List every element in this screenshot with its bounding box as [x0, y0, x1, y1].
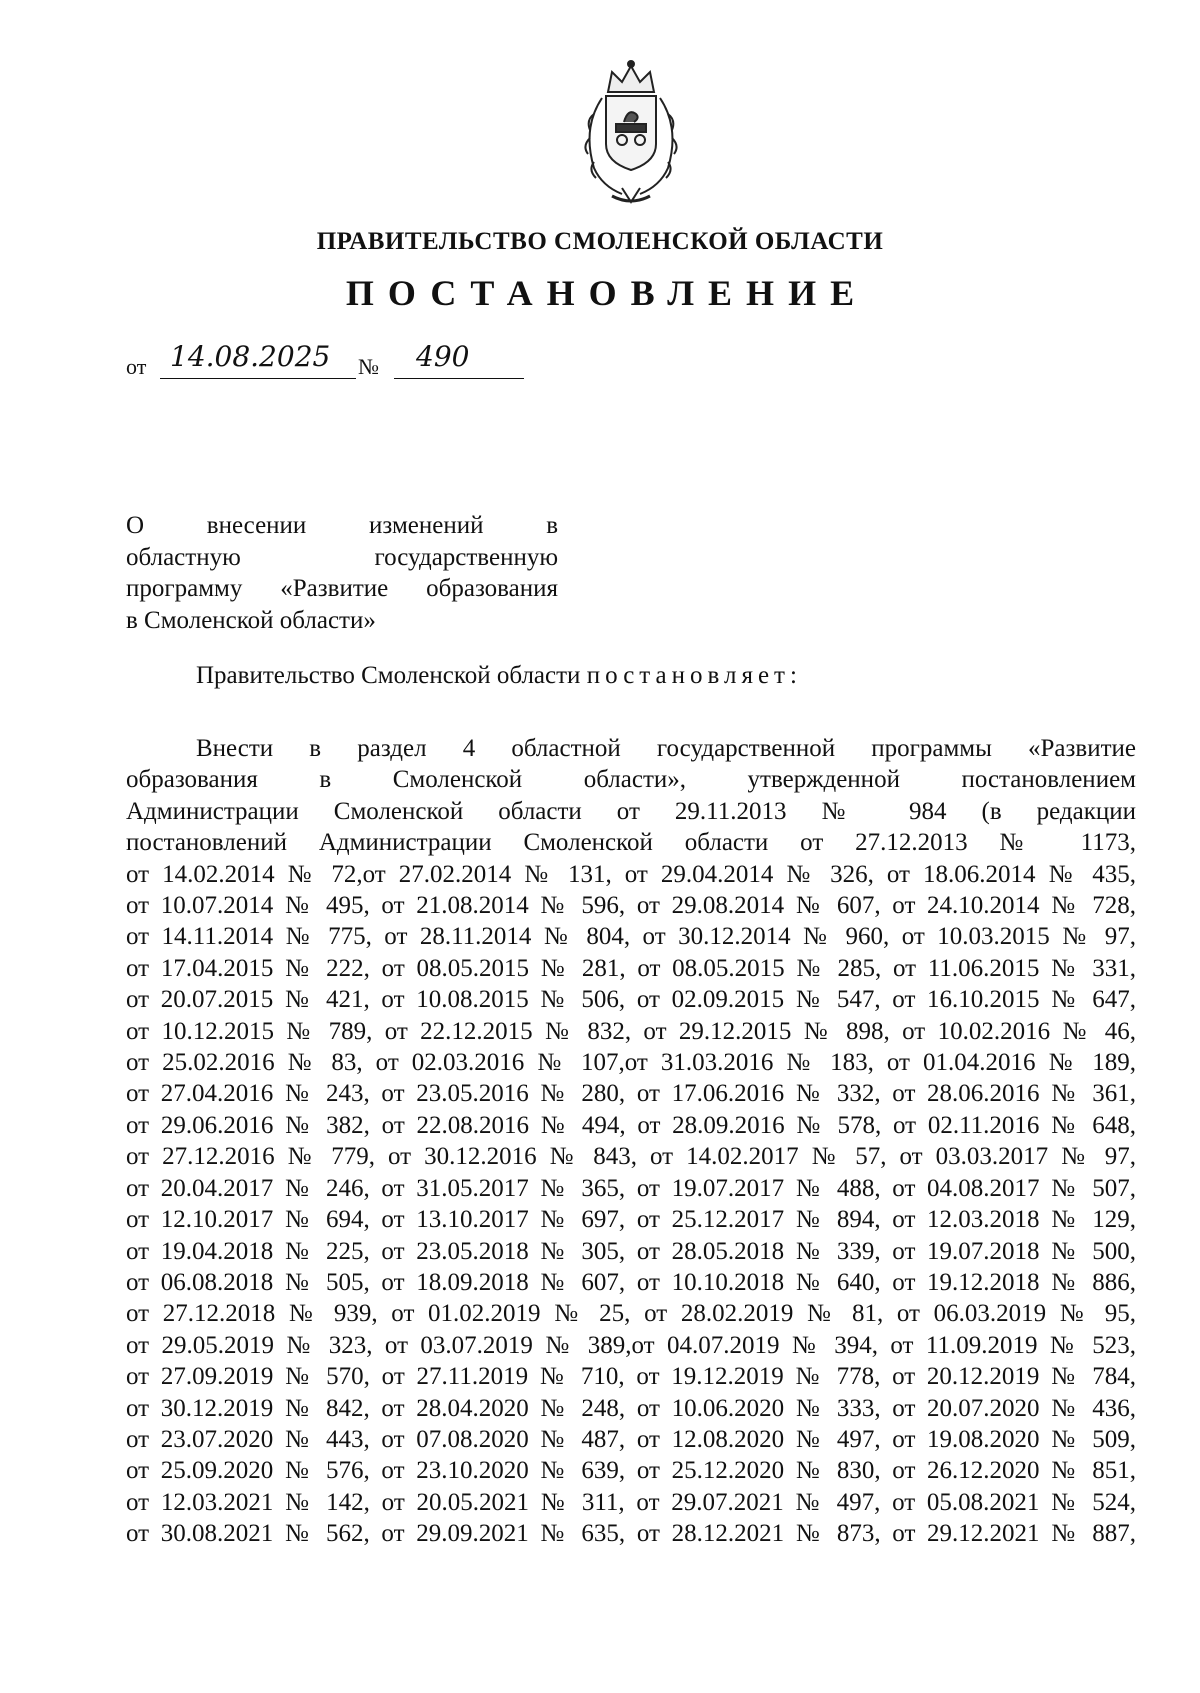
resolution-prefix: Правительство Смоленской области	[196, 662, 587, 689]
number-underline	[394, 378, 524, 379]
handwritten-number: 490	[416, 340, 470, 373]
date-from-label: от	[126, 354, 147, 379]
body-line: от 12.10.2017 № 694, от 13.10.2017 № 697, от 25.12.2017 № 894, от 12.03.2018 № 129,	[126, 1206, 1136, 1234]
body-line: от 20.04.2017 № 246, от 31.05.2017 № 365, от 19.07.2017 № 488, от 04.08.2017 № 507,	[126, 1174, 1136, 1202]
body-line: от 14.02.2014 № 72,от 27.02.2014 № 131, от 29.04.2014 № 326, от 18.06.2014 № 435,	[126, 860, 1136, 888]
resolution-spaced-word: постановляет:	[586, 662, 802, 689]
body-line: от 27.04.2016 № 243, от 23.05.2016 № 280, от 17.06.2016 № 332, от 28.06.2016 № 361,	[126, 1080, 1136, 1108]
body-paragraph	[126, 733, 1136, 1550]
subject-line: в Смоленской области»	[126, 606, 376, 634]
subject-line: областную государственную	[126, 543, 558, 571]
body-line: от 10.07.2014 № 495, от 21.08.2014 № 596, от 29.08.2014 № 607, от 24.10.2014 № 728,	[126, 892, 1136, 920]
body-line: от 25.02.2016 № 83, от 02.03.2016 № 107,от 31.03.2016 № 183, от 01.04.2016 № 189,	[126, 1049, 1136, 1077]
body-line: от 29.05.2019 № 323, от 03.07.2019 № 389,от 04.07.2019 № 394, от 11.09.2019 № 523,	[126, 1331, 1136, 1359]
number-label: №	[358, 354, 379, 379]
body-line: от 30.08.2021 № 562, от 29.09.2021 № 635, от 28.12.2021 № 873, от 29.12.2021 № 887,	[126, 1520, 1136, 1548]
body-line: от 14.11.2014 № 775, от 28.11.2014 № 804, от 30.12.2014 № 960, от 10.03.2015 № 97,	[126, 923, 1136, 951]
document-type-title: ПОСТАНОВЛЕНИЕ	[345, 273, 869, 313]
date-underline	[160, 378, 356, 379]
body-line: Внести в раздел 4 областной государственной программы «Развитие	[196, 735, 1136, 762]
body-line: от 10.12.2015 № 789, от 22.12.2015 № 832, от 29.12.2015 № 898, от 10.02.2016 № 46,	[126, 1017, 1136, 1045]
body-line: образования в Смоленской области», утвержденной постановлением	[126, 766, 1136, 794]
document-subject	[126, 510, 558, 636]
organization-name: ПРАВИТЕЛЬСТВО СМОЛЕНСКОЙ ОБЛАСТИ	[316, 228, 884, 255]
body-line: Администрации Смоленской области от 29.11.2013 № 984 (в редакции	[126, 797, 1136, 825]
body-line: от 25.09.2020 № 576, от 23.10.2020 № 639, от 25.12.2020 № 830, от 26.12.2020 № 851,	[126, 1457, 1136, 1485]
body-line: от 20.07.2015 № 421, от 10.08.2015 № 506, от 02.09.2015 № 547, от 16.10.2015 № 647,	[126, 986, 1136, 1014]
body-line: от 27.12.2016 № 779, от 30.12.2016 № 843, от 14.02.2017 № 57, от 03.03.2017 № 97,	[126, 1143, 1136, 1171]
body-line: от 29.06.2016 № 382, от 22.08.2016 № 494, от 28.09.2016 № 578, от 02.11.2016 № 648,	[126, 1111, 1136, 1139]
body-line: от 27.09.2019 № 570, от 27.11.2019 № 710, от 19.12.2019 № 778, от 20.12.2019 № 784,	[126, 1363, 1136, 1391]
handwritten-date: 14.08.2025	[170, 340, 331, 373]
body-line: постановлений Администрации Смоленской области от 27.12.2013 № 1173,	[126, 829, 1136, 857]
body-line: от 27.12.2018 № 939, от 01.02.2019 № 25, от 28.02.2019 № 81, от 06.03.2019 № 95,	[126, 1300, 1136, 1328]
resolution-statement	[196, 662, 802, 690]
body-line: от 17.04.2015 № 222, от 08.05.2015 № 281, от 08.05.2015 № 285, от 11.06.2015 № 331,	[126, 954, 1136, 982]
body-line: от 23.07.2020 № 443, от 07.08.2020 № 487, от 12.08.2020 № 497, от 19.08.2020 № 509,	[126, 1425, 1136, 1453]
subject-line: О внесении изменений в	[126, 512, 558, 539]
body-line: от 06.08.2018 № 505, от 18.09.2018 № 607, от 10.10.2018 № 640, от 19.12.2018 № 886,	[126, 1268, 1136, 1296]
body-line: от 19.04.2018 № 225, от 23.05.2018 № 305, от 28.05.2018 № 339, от 19.07.2018 № 500,	[126, 1237, 1136, 1265]
body-line: от 30.12.2019 № 842, от 28.04.2020 № 248, от 10.06.2020 № 333, от 20.07.2020 № 436,	[126, 1394, 1136, 1422]
smolensk-coat-of-arms-emblem	[572, 58, 690, 208]
subject-line: программу «Развитие образования	[126, 575, 558, 602]
body-line: от 12.03.2021 № 142, от 20.05.2021 № 311, от 29.07.2021 № 497, от 05.08.2021 № 524,	[126, 1488, 1136, 1516]
